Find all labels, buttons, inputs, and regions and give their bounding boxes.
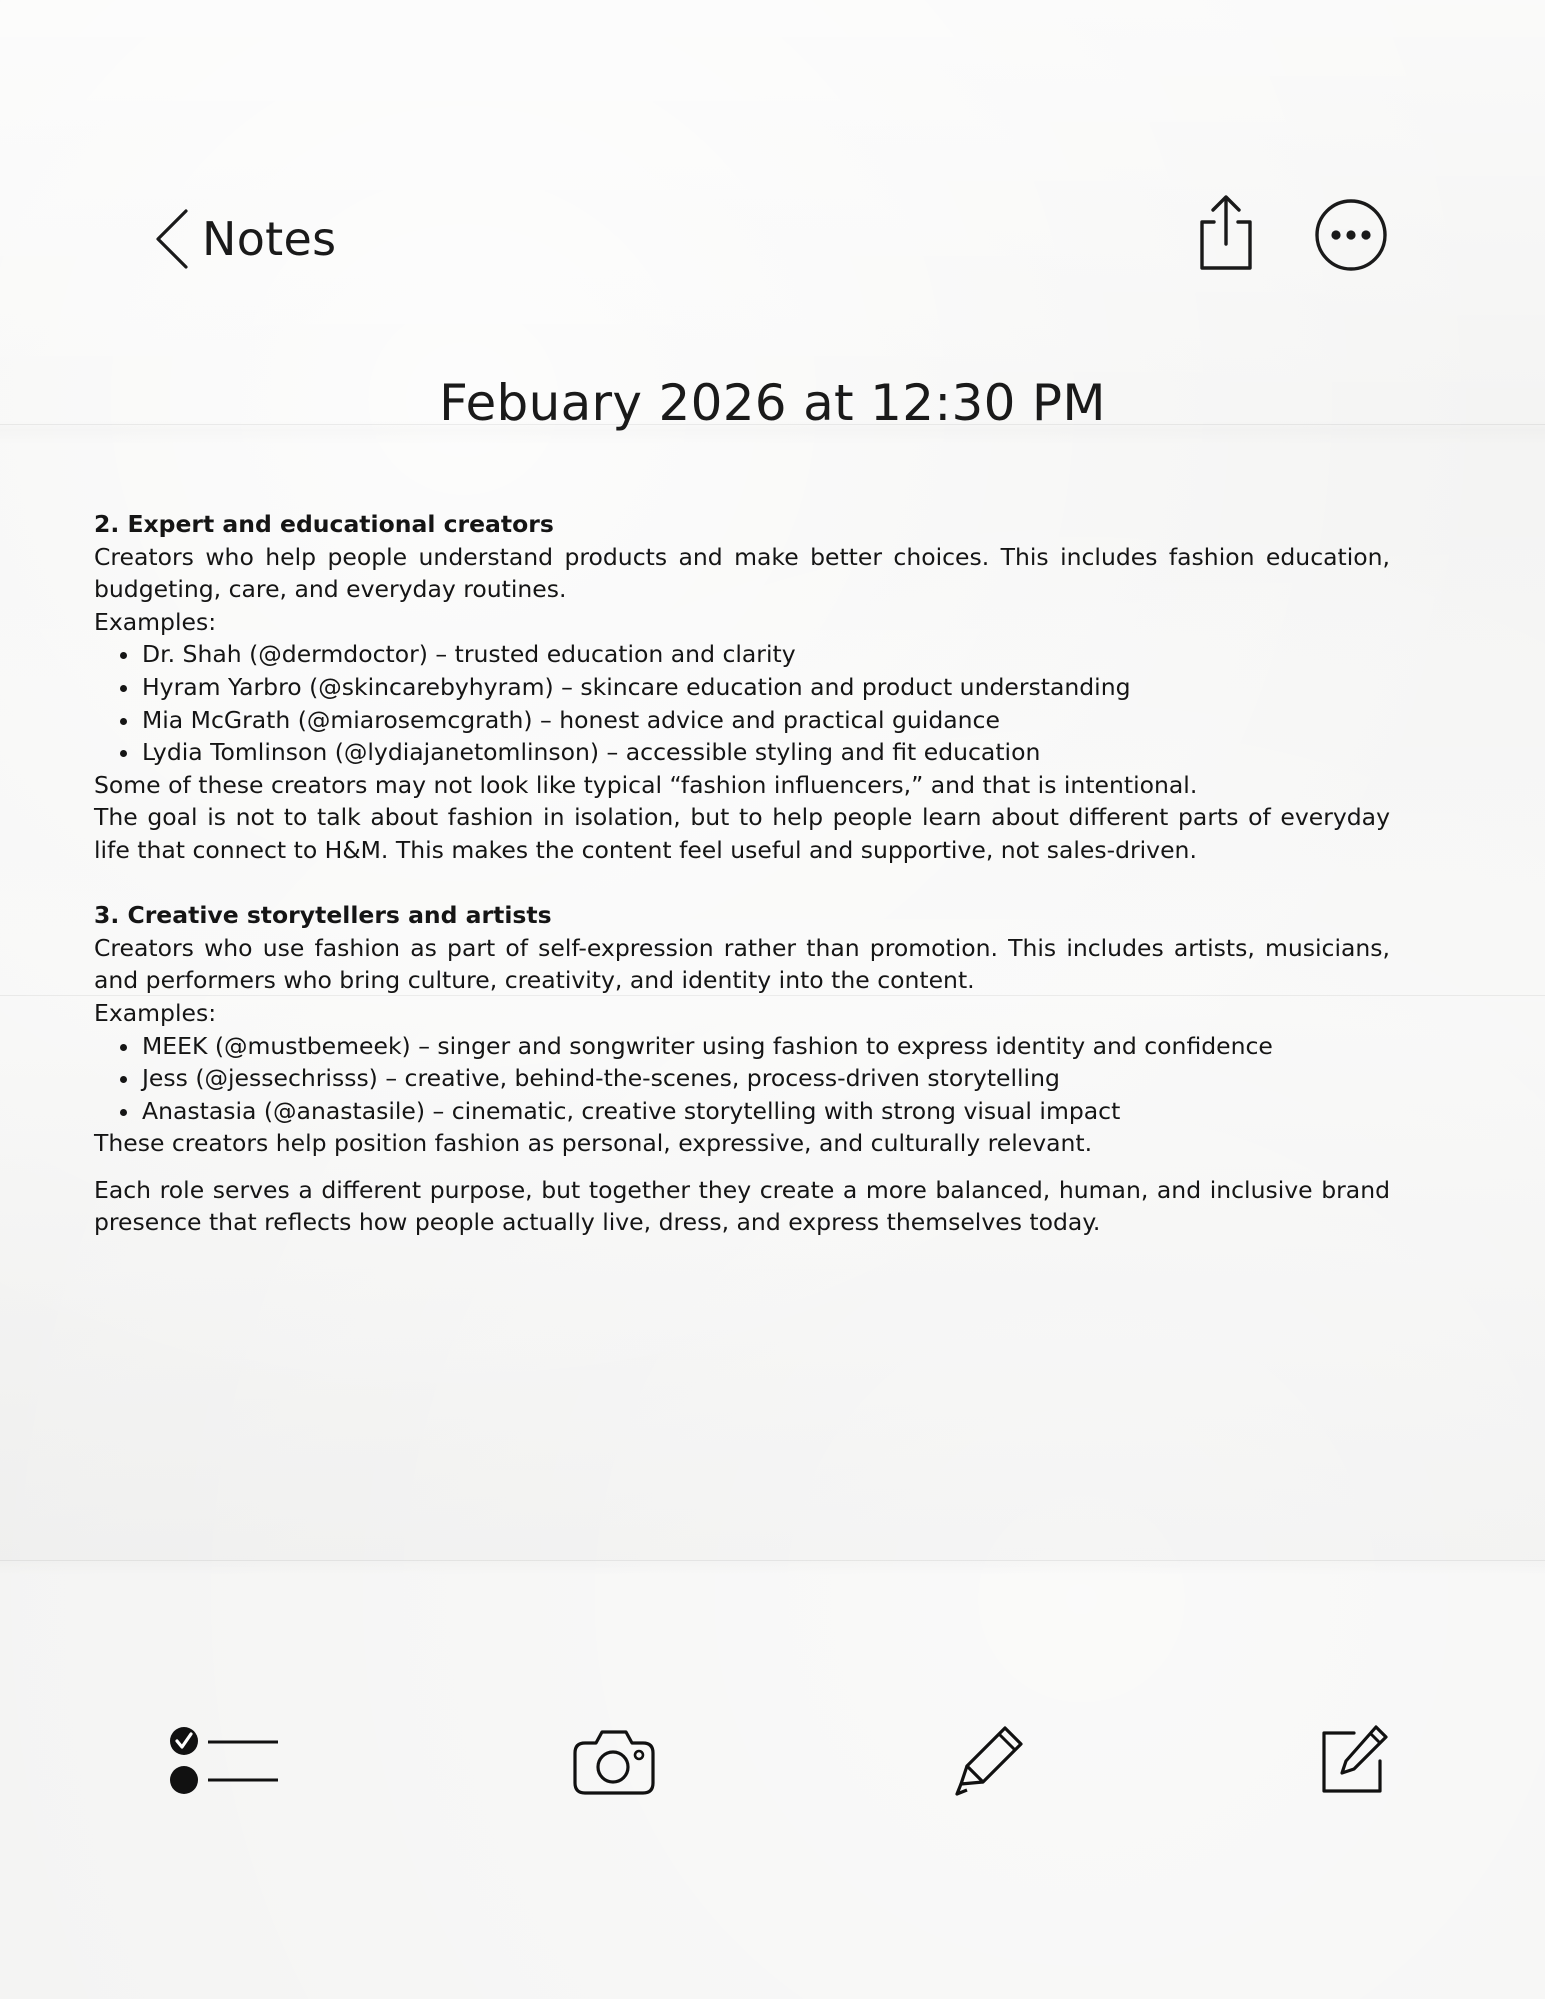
section-intro: Creators who help people understand products and make better choices. This includes fashion education, budgeting, care, and everyday routines. [94, 542, 1390, 604]
list-item: • Mia McGrath (@miarosemcgrath) – honest advice and practical guidance [141, 704, 1390, 737]
camera-icon[interactable] [571, 1727, 657, 1797]
section-intro: Creators who use fashion as part of self-expression rather than promotion. This includes artists, musicians, and performers who bring culture, creativity, and identity into the content. [94, 933, 1390, 995]
list-item: • Hyram Yarbro (@skincarebyhyram) – skincare education and product understanding [141, 671, 1390, 704]
section-note: Some of these creators may not look like typical “fashion influencers,” and that is intentional. [94, 770, 1198, 799]
list-item: • Dr. Shah (@dermdoctor) – trusted education and clarity [141, 638, 1390, 671]
compose-icon[interactable] [1318, 1723, 1390, 1797]
section-heading: 3. Creative storytellers and artists [94, 901, 552, 930]
note-body[interactable] [94, 508, 1390, 1239]
section-heading: 2. Expert and educational creators [94, 510, 554, 538]
list-item: • MEEK (@mustbemeek) – singer and songwriter using fashion to express identity and confidence [141, 1030, 1390, 1063]
list-item: • Jess (@jessechrisss) – creative, behind-the-scenes, process-driven storytelling [141, 1062, 1390, 1095]
paper-fold [0, 1560, 1545, 1561]
chevron-left-icon [152, 207, 192, 271]
examples-label: Examples: [94, 998, 217, 1027]
back-label: Notes [202, 212, 337, 266]
examples-list [94, 1030, 1390, 1128]
markup-icon[interactable] [953, 1724, 1025, 1798]
closing-paragraph: Each role serves a different purpose, but together they create a more balanced, human, and inclusive brand presence that reflects how people actually live, dress, and express themselves today. [94, 1175, 1390, 1237]
examples-list [94, 638, 1390, 768]
share-icon[interactable] [1194, 192, 1258, 272]
paragraph-spacer [94, 867, 1390, 900]
list-item: • Lydia Tomlinson (@lydiajanetomlinson) – accessible styling and fit education [141, 736, 1390, 769]
paragraph-spacer [94, 1160, 1390, 1174]
checklist-icon[interactable] [166, 1725, 282, 1797]
note-title: Febuary 2026 at 12:30 PM [439, 374, 1106, 432]
section-note: The goal is not to talk about fashion in isolation, but to help people learn about different parts of everyday life that connect to H&M. This makes the content feel useful and supportive, not sales-driven. [94, 803, 1390, 864]
examples-label: Examples: [94, 607, 217, 636]
section-note: These creators help position fashion as personal, expressive, and culturally relevant. [94, 1129, 1093, 1158]
back-button[interactable] [152, 204, 336, 274]
list-item: • Anastasia (@anastasile) – cinematic, creative storytelling with strong visual impact [141, 1095, 1390, 1128]
more-icon[interactable] [1313, 197, 1389, 273]
